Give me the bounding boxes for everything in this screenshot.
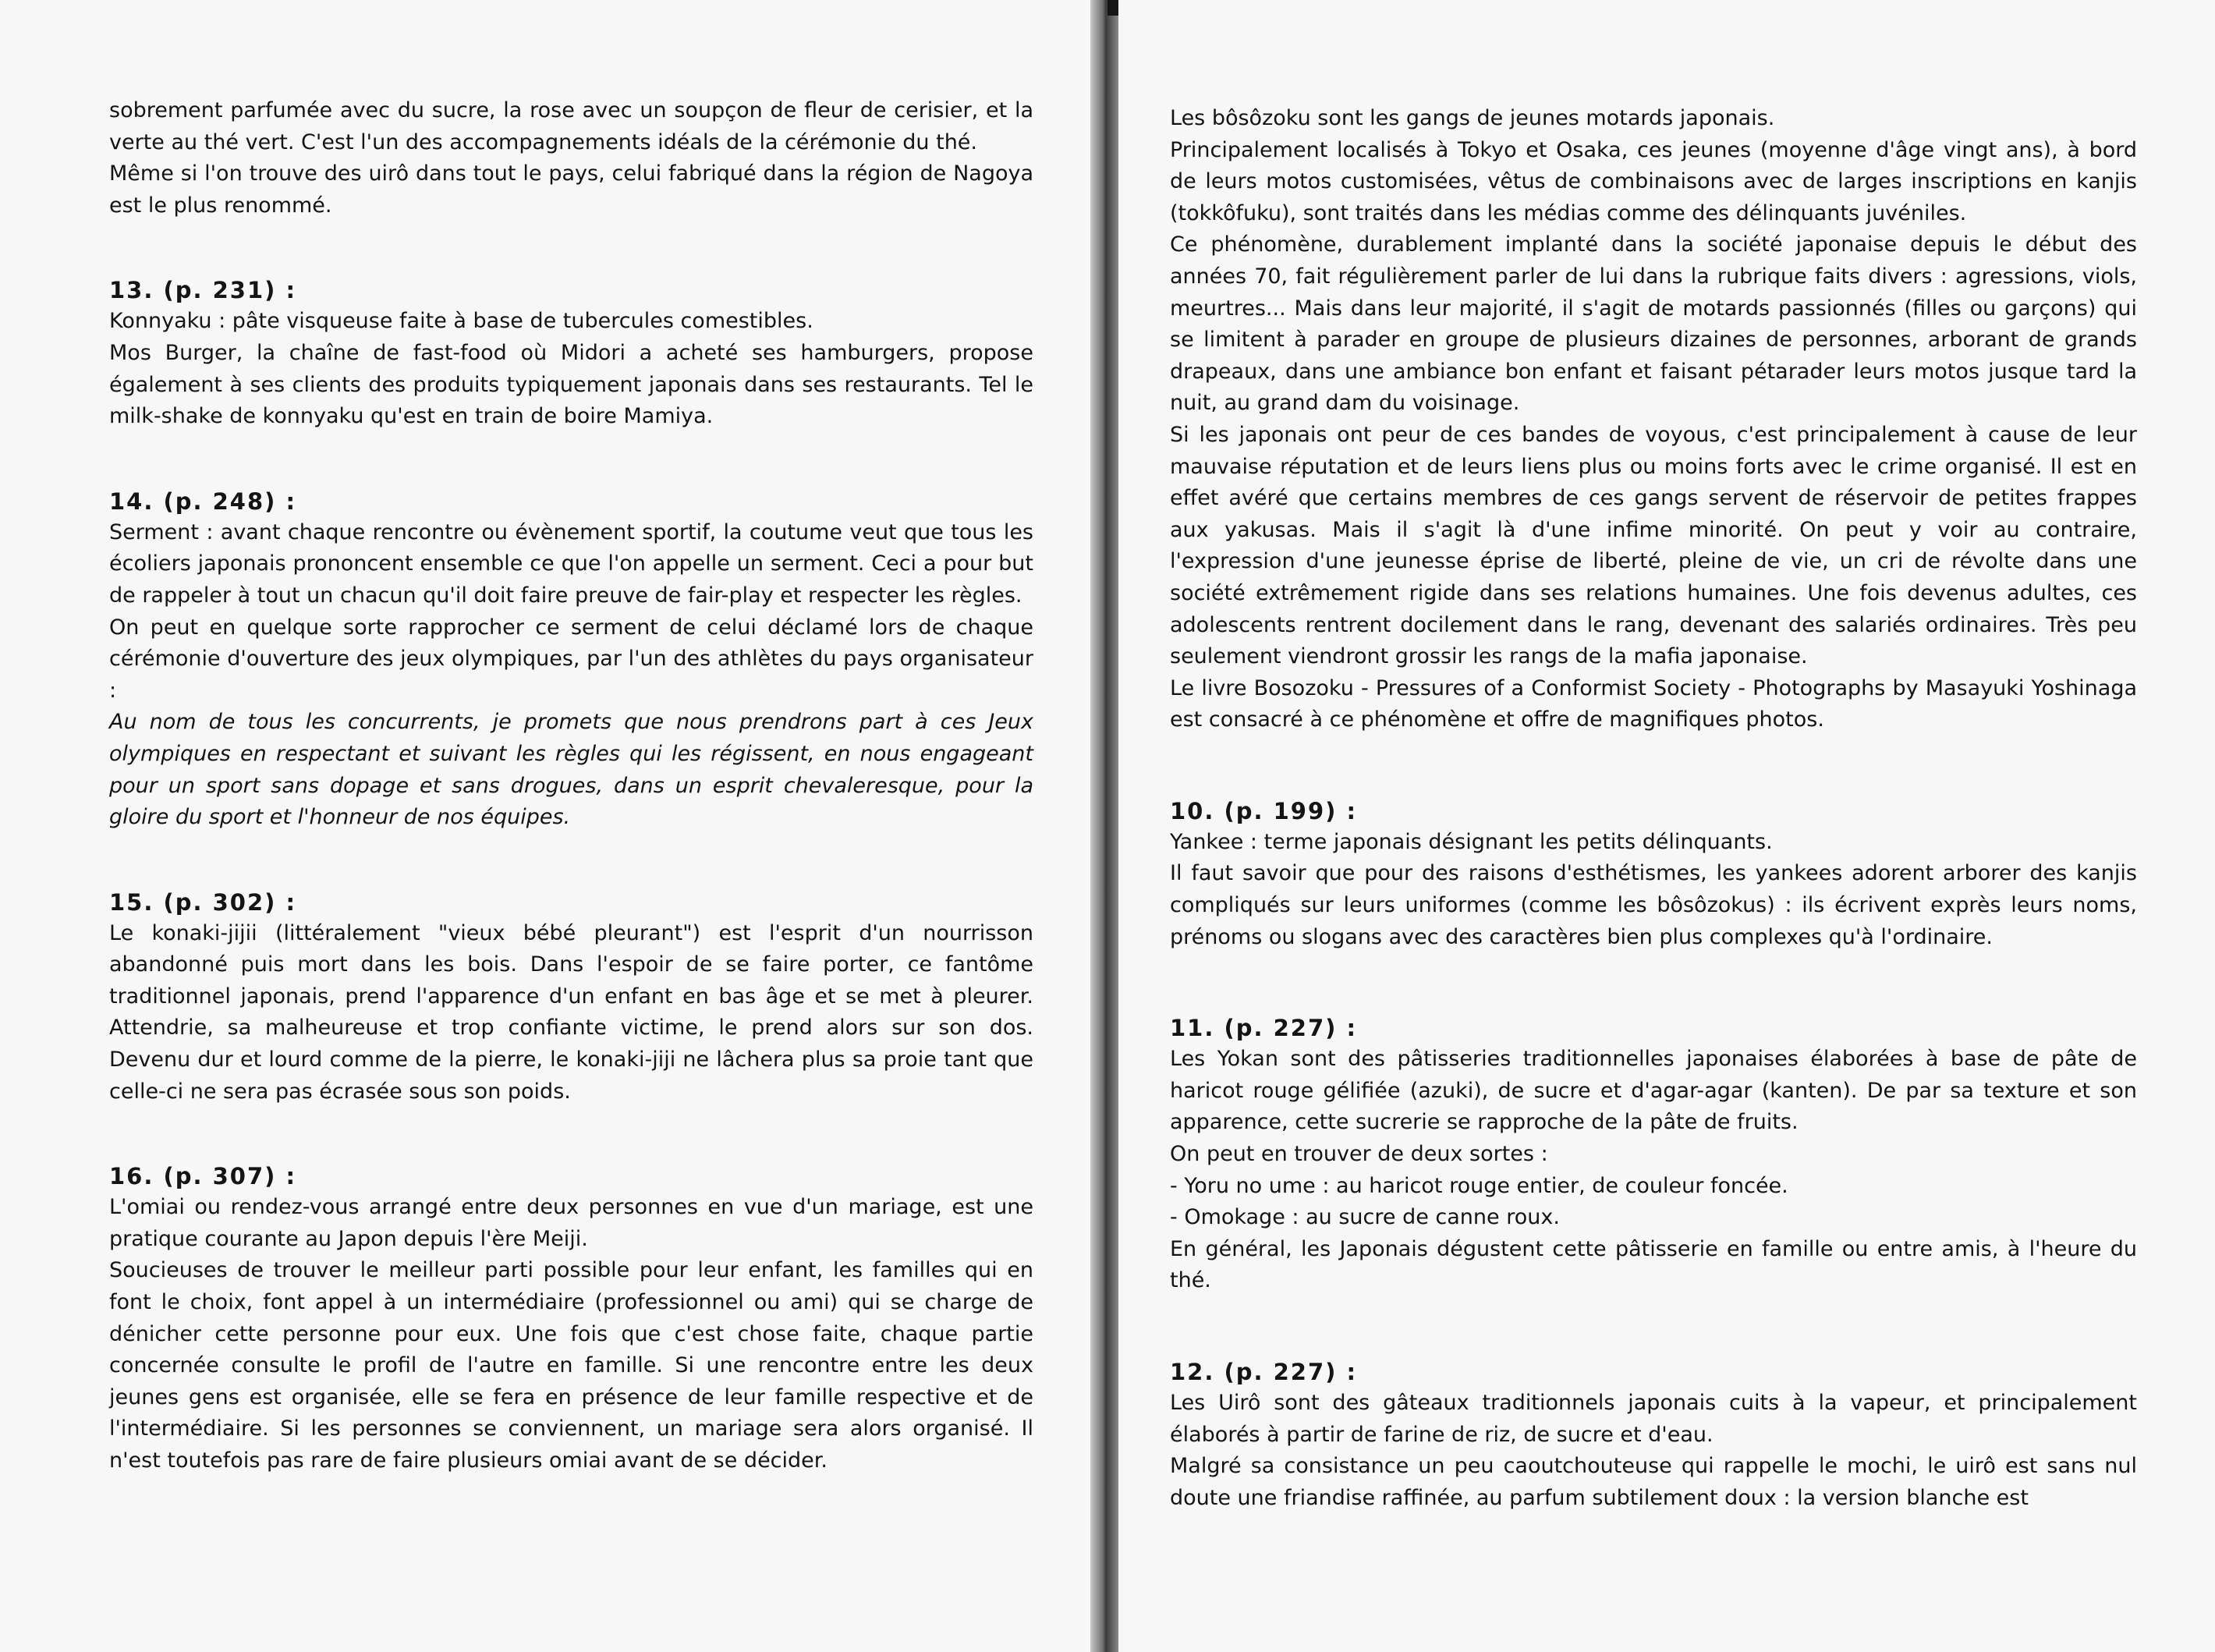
paragraph: Serment : avant chaque rencontre ou évènement sportif, la coutume veut que tous les écoliers japonais prononcent ensemble ce que l'on appelle un serment. Ceci a pour but de rappeler à tout un chacun qu'il doit faire preuve de fair-play et respecter les règles. <box>109 519 1033 608</box>
note-heading-11: 11. (p. 227) : <box>1170 1015 1358 1042</box>
paragraph: Il faut savoir que pour des raisons d'esthétismes, les yankees adorent arborer des kanjis compliqués sur leurs uniformes (comme les bôsôzokus) : ils écrivent exprès leurs noms, prénoms ou slogans avec des caractères bien plus complexes qu'à l'ordinaire. <box>1170 861 2137 949</box>
list-item: - Omokage : au sucre de canne roux. <box>1170 1205 1560 1230</box>
paragraph: En général, les Japonais dégustent cette pâtisserie en famille ou entre amis, à l'heure du thé. <box>1170 1236 2137 1293</box>
paragraph: Même si l'on trouve des uirô dans tout le pays, celui fabriqué dans la région de Nagoya est le plus renommé. <box>109 161 1033 218</box>
olympic-oath-quote: Au nom de tous les concurrents, je promets que nous prendrons part à ces Jeux olympiques en respectant et suivant les règles qui les régissent, en nous engageant pour un sport sans dopage et sans drogues, dans un esprit chevaleresque, pour la gloire du sport et l'honneur de nos équipes. <box>109 710 1033 830</box>
note-heading-13: 13. (p. 231) : <box>109 277 297 304</box>
paragraph: Ce phénomène, durablement implanté dans la société japonaise depuis le début des années 70, fait régulièrement parler de lui dans la rubrique faits divers : agressions, viols, meurtres... Mais dans leur majorité, il s'agit de motards passionnés (filles ou garçons) qui se limitent à parader en groupe de plusieurs dizaines de personnes, arborant de grands drapeaux, dans une ambiance bon enfant et faisant pétarader leurs motos jusque tard la nuit, au grand dam du voisinage. <box>1170 232 2137 416</box>
paragraph: On peut en trouver de deux sortes : <box>1170 1142 1548 1167</box>
paragraph: sobrement parfumée avec du sucre, la rose avec un soupçon de fleur de cerisier, et la verte au thé vert. C'est l'un des accompagnements idéals de la cérémonie du thé. <box>109 98 1033 154</box>
paragraph: Konnyaku : pâte visqueuse faite à base de tubercules comestibles. <box>109 309 813 334</box>
paragraph: Mos Burger, la chaîne de fast-food où Midori a acheté ses hamburgers, propose également à ses clients des produits typiquement japonais dans ses restaurants. Tel le milk-shake de konnyaku qu'est en train de boire Mamiya. <box>109 340 1033 429</box>
paragraph: Le konaki-jijii (littéralement "vieux bébé pleurant") est l'esprit d'un nourrisson abandonné puis mort dans les bois. Dans l'espoir de se faire porter, ce fantôme traditionnel japonais, prend l'apparence d'un enfant en bas âge et se met à pleurer. Attendrie, sa malheureuse et trop confiante victime, le prend alors sur son dos. Devenu dur et lourd comme de la pierre, le konaki-jiji ne lâchera plus sa proie tant que celle-ci ne sera pas écrasée sous son poids. <box>109 920 1033 1104</box>
note-heading-16: 16. (p. 307) : <box>109 1163 297 1190</box>
paragraph: Principalement localisés à Tokyo et Osaka, ces jeunes (moyenne d'âge vingt ans), à bord de leurs motos customisées, vêtus de combinaisons avec de larges inscriptions en kanjis (tokkôfuku), sont traités dans les médias comme des délinquants juvéniles. <box>1170 137 2137 225</box>
right-page <box>1118 0 2215 1652</box>
note-heading-14: 14. (p. 248) : <box>109 487 297 515</box>
book-gutter <box>1090 0 1118 1652</box>
paragraph: Malgré sa consistance un peu caoutchouteuse qui rappelle le mochi, le uirô est sans nul doute une friandise raffinée, au parfum subtilement doux : la version blanche est <box>1170 1454 2137 1510</box>
note-heading-15: 15. (p. 302) : <box>109 888 297 916</box>
paragraph: On peut en quelque sorte rapprocher ce serment de celui déclamé lors de chaque cérémonie d'ouverture des jeux olympiques, par l'un des athlètes du pays organisateur : <box>109 615 1033 703</box>
left-page <box>0 0 1090 1652</box>
paragraph: Les Uirô sont des gâteaux traditionnels japonais cuits à la vapeur, et principalement élaborés à partir de farine de riz, de sucre et d'eau. <box>1170 1391 2137 1447</box>
note-heading-12: 12. (p. 227) : <box>1170 1359 1358 1385</box>
paragraph: L'omiai ou rendez-vous arrangé entre deux personnes en vue d'un mariage, est une pratique courante au Japon depuis l'ère Meiji. <box>109 1195 1033 1251</box>
paragraph: Si les japonais ont peur de ces bandes de voyous, c'est principalement à cause de leur mauvaise réputation et de leurs liens plus ou moins forts avec le crime organisé. Il est en effet avéré que certains membres de ces gangs servent de réservoir de petites frappes aux yakusas. Mais il s'agit là d'une infime minorité. On peut y voir au contraire, l'expression d'une jeunesse éprise de liberté, pleine de vie, un cri de révolte dans une société extrêmement rigide dans ses relations humaines. Une fois devenus adultes, ces adolescents rentrent docilement dans le rang, devenant des salariés ordinaires. Très peu seulement viendront grossir les rangs de la mafia japonaise. <box>1170 422 2137 669</box>
left-column <box>109 95 1033 1477</box>
paragraph: Soucieuses de trouver le meilleur parti possible pour leur enfant, les familles qui en font le choix, font appel à un intermédiaire (professionnel ou ami) qui se charge de dénicher cette personne pour eux. Une fois que c'est chose faite, chaque partie concernée consulte le profil de l'autre en famille. Si une rencontre entre les deux jeunes gens est organisée, elle se fera en présence de leur famille respective et de l'intermédiaire. Si les personnes se conviennent, un mariage sera alors organisé. Il n'est toutefois pas rare de faire plusieurs omiai avant de se décider. <box>109 1258 1033 1473</box>
right-column <box>1170 103 2137 1514</box>
paragraph: Les bôsôzoku sont les gangs de jeunes motards japonais. <box>1170 106 1775 130</box>
note-heading-10: 10. (p. 199) : <box>1170 797 1358 824</box>
paragraph: Les Yokan sont des pâtisseries traditionnelles japonaises élaborées à base de pâte de haricot rouge gélifiée (azuki), de sucre et d'agar-agar (kanten). De par sa texture et son apparence, cette sucrerie se rapproche de la pâte de fruits. <box>1170 1047 2137 1135</box>
paragraph: Yankee : terme japonais désignant les petits délinquants. <box>1170 829 1773 854</box>
list-item: - Yoru no ume : au haricot rouge entier, de couleur foncée. <box>1170 1173 1788 1198</box>
paragraph: Le livre Bosozoku - Pressures of a Conformist Society - Photographs by Masayuki Yoshinaga est consacré à ce phénomène et offre de magnifiques photos. <box>1170 675 2137 732</box>
